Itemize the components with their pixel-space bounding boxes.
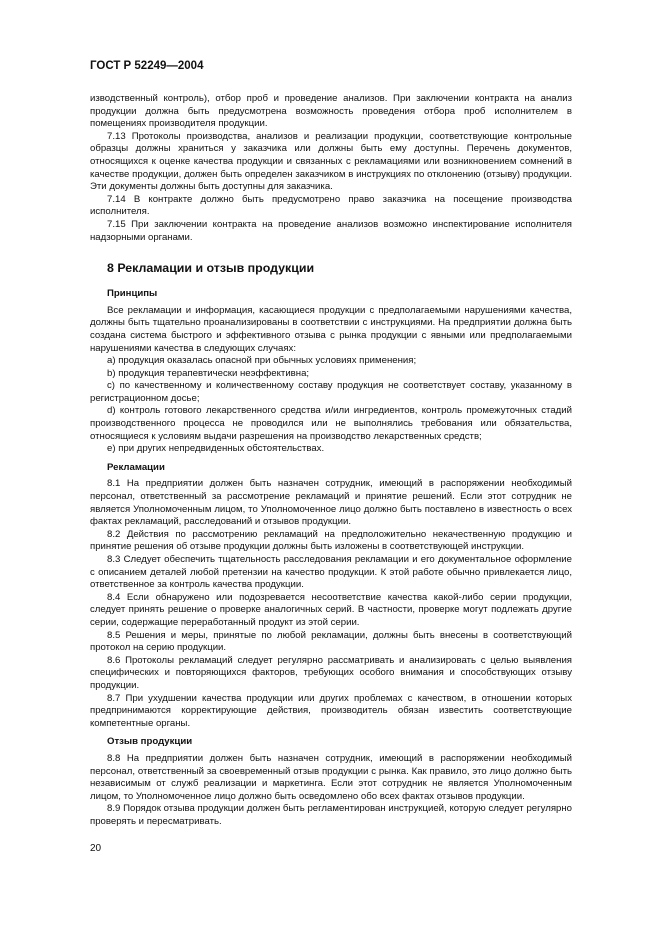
paragraph: Все рекламации и информация, касающиеся продукции с предполагаемыми нарушениями качества, должны быть тщательно проанализированы в соответствии с инструкциями. На предприятии должна быть создана система быстрого и эффективного отзыва с рынка продукции с явными или предполагаемыми нарушениями качества в следующих случаях: [90,304,572,354]
paragraph: 7.15 При заключении контракта на проведение анализов возможно инспектирование исполнителя надзорными органами. [90,218,572,243]
paragraph: 8.7 При ухудшении качества продукции или других проблемах с качеством, в отношении которых предпринимаются корректирующие действия, производитель обязан известить соответствующие компетентные органы. [90,692,572,729]
subheading-recall: Отзыв продукции [107,736,193,748]
paragraph: 7.13 Протоколы производства, анализов и реализации продукции, соответствующие контрольные образцы должны храниться у заказчика или должны быть ему доступны. Перечень документов, относящихся к оценке качества продукции и связанных с рекламациями или возникновением сомнений в качестве продукции, должен быть определен заказчиком в инструкциях по отклонению (отзыву) продукции. Эти документы должны быть доступны для заказчика. [90,130,572,193]
page-number: 20 [90,843,102,854]
paragraph: 8.5 Решения и меры, принятые по любой рекламации, должны быть внесены в соответствующий протокол на серию продукции. [90,629,572,654]
list-item: e) при других непредвиденных обстоятельствах. [107,443,325,455]
page-body [90,93,572,828]
section-title: 8 Рекламации и отзыв продукции [107,261,315,276]
list-item: d) контроль готового лекарственного средства и/или ингредиентов, контроль промежуточных стадий производственного процесса не проводился или не выполнялись требования или обязательства, относящиеся к условиям выдачи разрешения на производство лекарственных средств; [90,405,572,442]
paragraph: 8.6 Протоколы рекламаций следует регулярно рассматривать и анализировать с целью выявления специфических и повторяющихся факторов, требующих особого внимания и способствующих отзыву продукции. [90,654,572,691]
subheading-principles: Принципы [107,288,158,300]
list-item: а) продукция оказалась опасной при обычных условиях применения; [107,355,417,367]
list-item: b) продукция терапевтически неэффективна; [107,367,310,379]
paragraph: 8.4 Если обнаружено или подозревается несоответствие качества какой-либо серии продукции, следует принять решение о проверке аналогичных серий. В частности, проверке могут подлежать другие серии, содержащие переработанный продукт из этой серии. [90,591,572,628]
subheading-complaints: Рекламации [107,461,165,473]
paragraph: 8.1 На предприятии должен быть назначен сотрудник, имеющий в распоряжении необходимый персонал, ответственный за рассмотрение рекламаций и принятие решений. Если этот сотрудник не является Уполномоченным лицом, то Уполномоченное лицо должно быть поставлено в известность о всех фактах рекламаций, расследований и отзывов продукции. [90,478,572,528]
paragraph: 8.9 Порядок отзыва продукции должен быть регламентирован инструкцией, которую следует регулярно проверять и пересматривать. [90,803,572,827]
paragraph: 8.8 На предприятии должен быть назначен сотрудник, имеющий в распоряжении необходимый персонал, ответственный за своевременный отзыв продукции с рынка. Как правило, это лицо должно быть независимым от служб реализации и маркетинга. Если этот сотрудник не является Уполномоченным лицом, то Уполномоченное лицо должно быть осведомлено обо всех фактах отзывов продукции. [90,752,572,802]
document-header: ГОСТ Р 52249—2004 [90,60,204,72]
list-item: c) по качественному и количественному составу продукция не соответствует составу, указанному в регистрационном досье; [90,380,572,404]
paragraph: 7.14 В контракте должно быть предусмотрено право заказчика на посещение производства исполнителя. [90,193,572,218]
paragraph: изводственный контроль), отбор проб и проведение анализов. При заключении контракта на анализ продукции должна быть предусмотрена возможность проведения отбора проб исполнителем в помещениях производителя продукции. [90,93,572,130]
paragraph: 8.3 Следует обеспечить тщательность расследования рекламации и его документальное оформление с описанием деталей любой претензии на качество продукции. К этой работе обычно привлекается лицо, ответственное за контроль качества продукции. [90,554,572,591]
paragraph: 8.2 Действия по рассмотрению рекламаций на предположительно некачественную продукцию и принятие решения об отзыве продукции должны быть изложены в соответствующей инструкции. [90,528,572,553]
